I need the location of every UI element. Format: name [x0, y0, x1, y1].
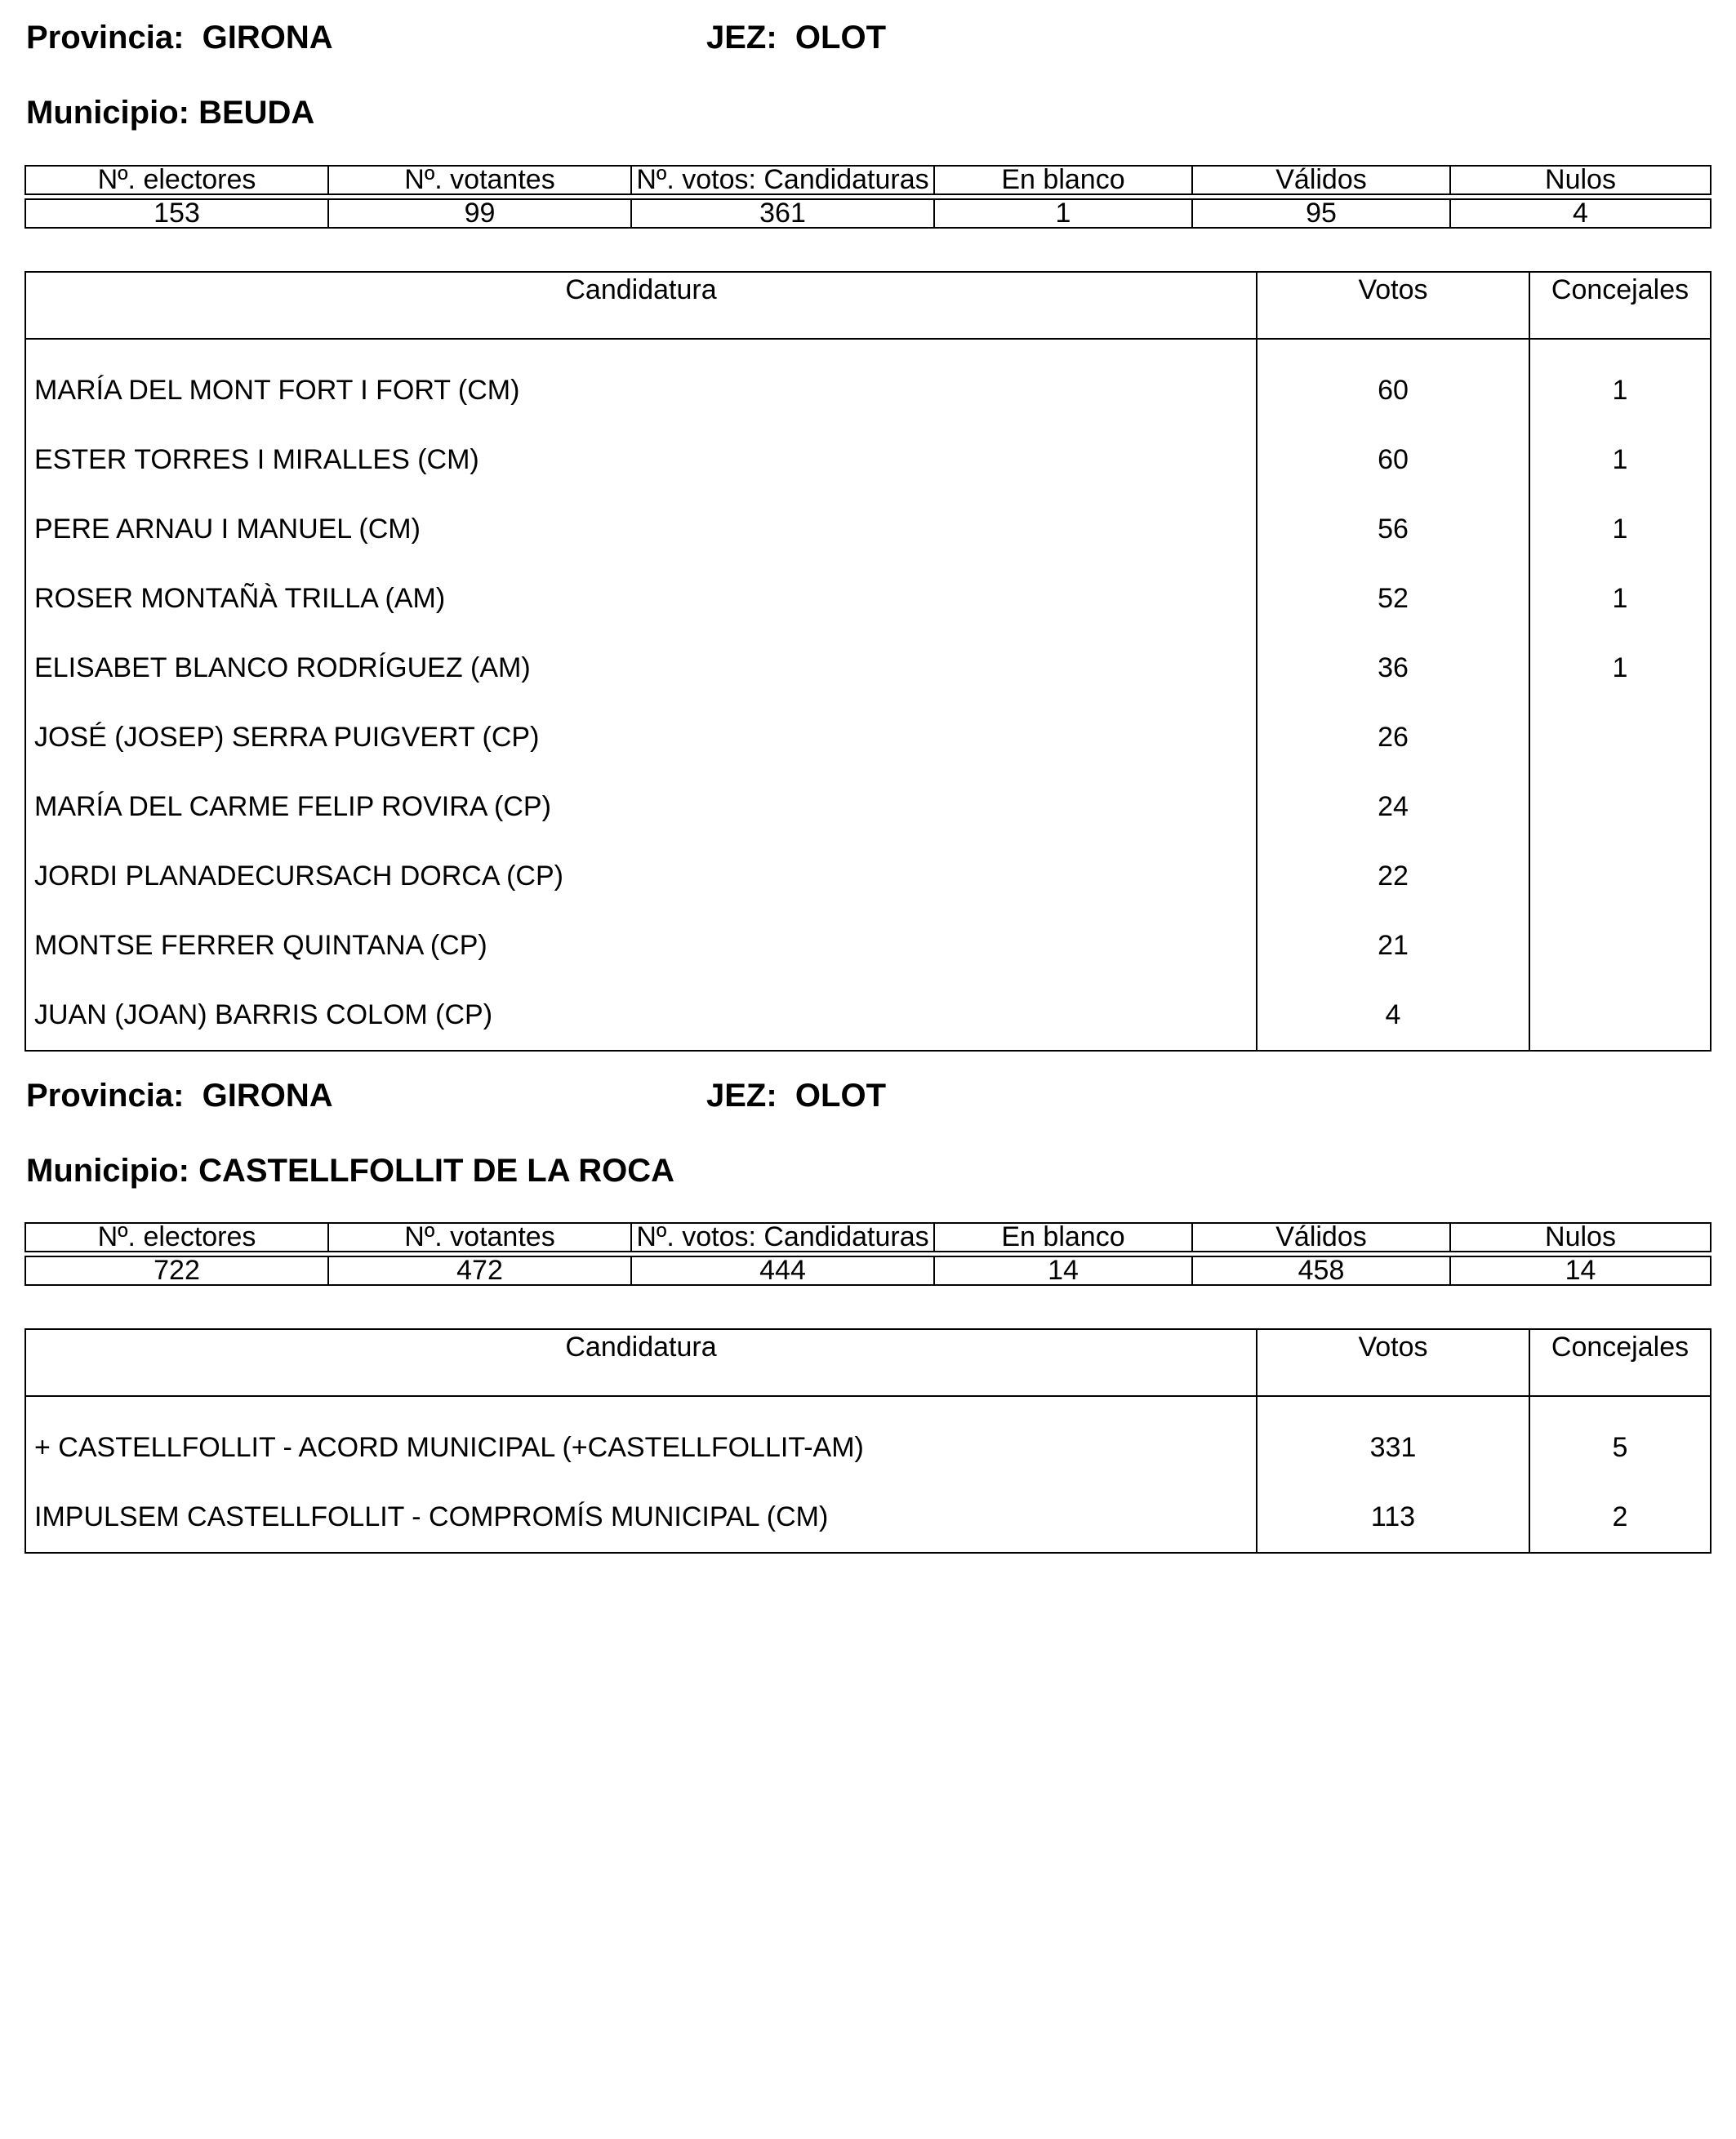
candidate-name: MARÍA DEL MONT FORT I FORT (CM) — [34, 375, 520, 406]
jez-label-2: JEZ: OLOT — [706, 1078, 886, 1114]
summary-table-2 — [24, 1222, 1712, 1286]
summary-header-cell: Válidos — [1192, 166, 1450, 194]
candidate-seats — [1529, 703, 1710, 772]
summary-value-cell: 458 — [1192, 1256, 1450, 1285]
candidates-table-1 — [24, 271, 1712, 1052]
candidate-votes: 24 — [1256, 772, 1529, 842]
provincia-label-2: Provincia: GIRONA — [26, 1078, 333, 1114]
summary-value-cell: 722 — [25, 1256, 328, 1285]
candidate-votes: 26 — [1256, 703, 1529, 772]
candidate-row — [26, 1413, 1710, 1483]
col-header-votos: Votos — [1256, 273, 1529, 338]
summary-value-cell: 95 — [1192, 199, 1450, 228]
summary-value-cell: 472 — [328, 1256, 631, 1285]
candidate-row — [26, 911, 1710, 981]
summary-value-cell: 14 — [1450, 1256, 1711, 1285]
summary-value-cell: 361 — [631, 199, 934, 228]
candidate-votes: 21 — [1256, 911, 1529, 981]
summary-value-row — [25, 199, 1711, 228]
col-header-votos: Votos — [1256, 1330, 1529, 1395]
summary-table-1 — [24, 165, 1712, 229]
candidate-votes: 22 — [1256, 842, 1529, 911]
summary-header-cell: Nº. electores — [25, 1223, 328, 1252]
summary-header-cell: En blanco — [934, 166, 1192, 194]
candidate-row — [26, 842, 1710, 911]
candidate-votes: 36 — [1256, 634, 1529, 703]
summary-header-cell: Válidos — [1192, 1223, 1450, 1252]
candidate-name: ELISABET BLANCO RODRÍGUEZ (AM) — [34, 652, 531, 683]
candidate-name: + CASTELLFOLLIT - ACORD MUNICIPAL (+CASTELLFOLLIT-AM) — [34, 1432, 864, 1463]
candidate-row — [26, 634, 1710, 703]
summary-header-row — [25, 166, 1711, 194]
summary-value-cell: 153 — [25, 199, 328, 228]
jez-label-1: JEZ: OLOT — [706, 20, 886, 56]
candidate-seats: 5 — [1529, 1413, 1710, 1483]
summary-header-cell: Nº. votos: Candidaturas — [631, 1223, 934, 1252]
candidate-row — [26, 1483, 1710, 1552]
candidate-seats: 1 — [1529, 495, 1710, 564]
candidate-row — [26, 425, 1710, 495]
candidate-seats: 1 — [1529, 356, 1710, 425]
summary-value-cell: 4 — [1450, 199, 1711, 228]
candidate-votes: 4 — [1256, 981, 1529, 1050]
candidate-seats: 1 — [1529, 634, 1710, 703]
candidate-votes: 331 — [1256, 1413, 1529, 1483]
candidate-seats: 2 — [1529, 1483, 1710, 1552]
candidate-name: JUAN (JOAN) BARRIS COLOM (CP) — [34, 999, 493, 1030]
candidate-name: ROSER MONTAÑÀ TRILLA (AM) — [34, 583, 446, 614]
candidate-row — [26, 703, 1710, 772]
candidate-row — [26, 356, 1710, 425]
candidate-votes: 113 — [1256, 1483, 1529, 1552]
summary-value-cell: 444 — [631, 1256, 934, 1285]
summary-header-cell: Nº. votos: Candidaturas — [631, 166, 934, 194]
candidates-header-row — [26, 1330, 1710, 1397]
summary-header-cell: Nº. votantes — [328, 1223, 631, 1252]
summary-value-row — [25, 1256, 1711, 1285]
col-header-candidatura: Candidatura — [565, 274, 717, 305]
summary-header-cell: En blanco — [934, 1223, 1192, 1252]
candidate-name: MONTSE FERRER QUINTANA (CP) — [34, 930, 487, 961]
candidate-seats — [1529, 911, 1710, 981]
col-header-concejales: Concejales — [1529, 273, 1710, 338]
candidate-row — [26, 981, 1710, 1050]
candidates-header-row — [26, 273, 1710, 340]
candidate-row — [26, 564, 1710, 634]
candidate-name: MARÍA DEL CARME FELIP ROVIRA (CP) — [34, 791, 551, 822]
candidate-seats — [1529, 772, 1710, 842]
candidate-name: JOSÉ (JOSEP) SERRA PUIGVERT (CP) — [34, 722, 540, 753]
municipio-label-2: Municipio: CASTELLFOLLIT DE LA ROCA — [26, 1153, 674, 1189]
summary-value-cell: 1 — [934, 199, 1192, 228]
candidate-name: JORDI PLANADECURSACH DORCA (CP) — [34, 860, 563, 892]
summary-header-cell: Nº. electores — [25, 166, 328, 194]
summary-value-cell: 99 — [328, 199, 631, 228]
summary-header-cell: Nulos — [1450, 166, 1711, 194]
candidate-votes: 52 — [1256, 564, 1529, 634]
candidate-row — [26, 495, 1710, 564]
col-header-concejales: Concejales — [1529, 1330, 1710, 1395]
summary-header-row — [25, 1223, 1711, 1252]
provincia-label-1: Provincia: GIRONA — [26, 20, 333, 56]
candidate-seats — [1529, 842, 1710, 911]
candidate-votes: 60 — [1256, 356, 1529, 425]
col-header-candidatura: Candidatura — [565, 1332, 717, 1363]
candidate-seats — [1529, 981, 1710, 1050]
candidate-votes: 60 — [1256, 425, 1529, 495]
candidate-row — [26, 772, 1710, 842]
summary-header-cell: Nº. votantes — [328, 166, 631, 194]
candidate-name: IMPULSEM CASTELLFOLLIT - COMPROMÍS MUNICIPAL (CM) — [34, 1501, 829, 1532]
candidate-name: PERE ARNAU I MANUEL (CM) — [34, 514, 421, 545]
candidate-seats: 1 — [1529, 564, 1710, 634]
summary-header-cell: Nulos — [1450, 1223, 1711, 1252]
summary-value-cell: 14 — [934, 1256, 1192, 1285]
candidate-name: ESTER TORRES I MIRALLES (CM) — [34, 444, 479, 475]
municipio-label-1: Municipio: BEUDA — [26, 95, 315, 131]
candidate-votes: 56 — [1256, 495, 1529, 564]
candidate-seats: 1 — [1529, 425, 1710, 495]
candidates-table-2 — [24, 1328, 1712, 1554]
